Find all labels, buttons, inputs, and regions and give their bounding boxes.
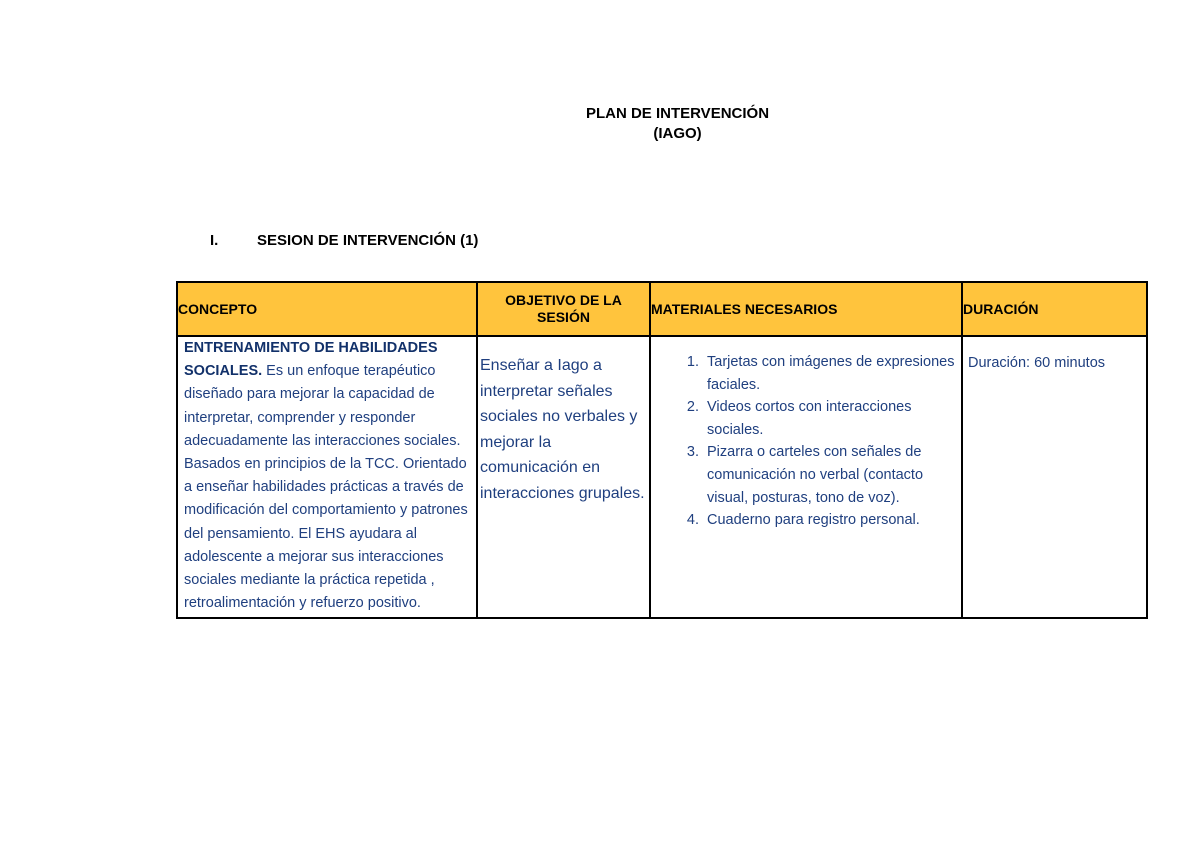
- materials-cell: [650, 336, 962, 618]
- materials-list: [673, 351, 957, 532]
- section-number: I.: [210, 232, 219, 249]
- materials-item: 1. Tarjetas con imágenes de expresiones faciales.: [703, 351, 957, 396]
- section-heading: [210, 232, 478, 250]
- concept-title: ENTRENAMIENTO DE HABILIDADES SOCIALES.: [184, 340, 438, 380]
- objective-cell: Enseñar a Iago a interpretar señales sociales no verbales y mejorar la comunicación en interacciones grupales.: [477, 336, 650, 618]
- document-title: [0, 104, 1200, 144]
- table-row: [177, 336, 1147, 618]
- concept-description: Es un enfoque terapéutico diseñado para mejorar la capacidad de interpretar, comprender y responder adecuadamente las interacciones sociales. Basados en principios de la TCC. Orientado a enseñar habilidades prácticas a través de modificación del comportamiento y patrones del pensamiento. El EHS ayudara al adolescente a mejorar sus interacciones sociales mediante la práctica repetida , retroalimentación y refuerzo positivo.: [184, 363, 468, 612]
- header-concepto: CONCEPTO: [177, 282, 477, 336]
- title-line-1: PLAN DE INTERVENCIÓN: [585, 105, 770, 122]
- duration-cell: Duración: 60 minutos: [962, 336, 1147, 618]
- header-materiales: MATERIALES NECESARIOS: [650, 282, 962, 336]
- concept-cell: [177, 336, 477, 618]
- table-header-row: [177, 282, 1147, 336]
- title-line-2: (IAGO): [653, 125, 702, 142]
- header-duracion: DURACIÓN: [962, 282, 1147, 336]
- materials-item: 4. Cuaderno para registro personal.: [703, 509, 957, 532]
- materials-item: 2. Videos cortos con interacciones sociales.: [703, 396, 957, 441]
- intervention-table: [176, 281, 1148, 619]
- section-title: SESION DE INTERVENCIÓN (1): [257, 232, 479, 249]
- materials-item: 3. Pizarra o carteles con señales de comunicación no verbal (contacto visual, posturas, tono de voz).: [703, 441, 957, 509]
- header-objetivo: OBJETIVO DE LA SESIÓN: [477, 282, 650, 336]
